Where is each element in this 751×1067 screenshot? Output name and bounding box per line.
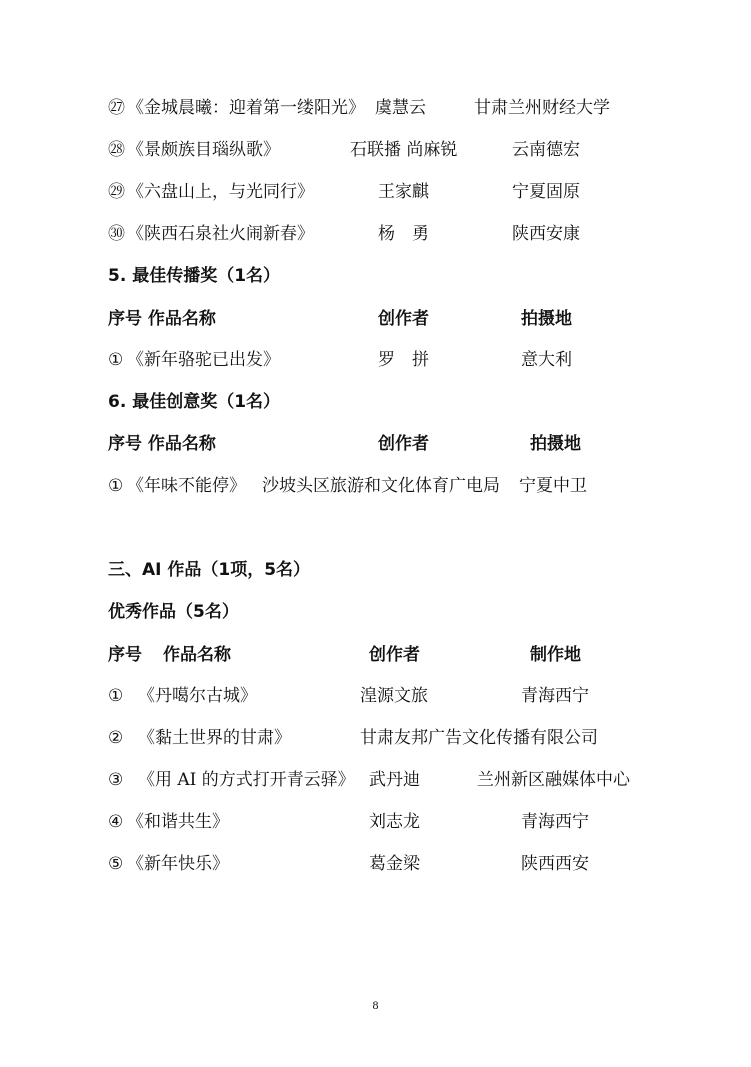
item-author: 虞慧云 bbox=[375, 98, 426, 118]
item-number: ㉘ bbox=[108, 140, 125, 160]
item-title: 《年味不能停》 bbox=[127, 476, 246, 496]
item-number: ② bbox=[108, 728, 124, 748]
item-number: ㉚ bbox=[108, 224, 125, 244]
item-title: 《六盘山上，与光同行》 bbox=[127, 182, 314, 202]
header-place: 制作地 bbox=[530, 645, 581, 665]
item-title: 《陕西石泉社火闹新春》 bbox=[127, 224, 314, 244]
item-place: 陕西西安 bbox=[521, 854, 589, 874]
section-subheading: 优秀作品（5名） bbox=[108, 602, 239, 622]
item-title: 《用 AI 的方式打开青云驿》 bbox=[138, 770, 355, 790]
item-number: ① bbox=[108, 686, 124, 706]
item-author: 沙坡头区旅游和文化体育广电局 bbox=[262, 476, 500, 496]
item-number: ㉗ bbox=[108, 98, 125, 118]
item-author: 刘志龙 bbox=[369, 812, 420, 832]
header-place: 拍摄地 bbox=[521, 309, 572, 329]
item-author: 武丹迪 bbox=[369, 770, 420, 790]
item-author: 葛金梁 bbox=[369, 854, 420, 874]
item-title: 《新年骆驼已出发》 bbox=[127, 350, 280, 370]
item-author: 石联播 尚麻锐 bbox=[350, 140, 458, 160]
header-author: 创作者 bbox=[378, 309, 429, 329]
header-title: 作品名称 bbox=[163, 645, 231, 665]
item-number: ① bbox=[108, 350, 124, 370]
item-place: 宁夏中卫 bbox=[519, 476, 587, 496]
item-title: 《丹噶尔古城》 bbox=[138, 686, 257, 706]
header-author: 创作者 bbox=[369, 645, 420, 665]
item-title: 《景颇族目瑙纵歌》 bbox=[127, 140, 280, 160]
header-author: 创作者 bbox=[378, 434, 429, 454]
header-place: 拍摄地 bbox=[530, 434, 581, 454]
item-place: 云南德宏 bbox=[512, 140, 580, 160]
item-title: 《黏土世界的甘肃》 bbox=[138, 728, 291, 748]
item-title: 《和谐共生》 bbox=[127, 812, 229, 832]
item-title: 《新年快乐》 bbox=[127, 854, 229, 874]
section-heading: 5. 最佳传播奖（1名） bbox=[108, 266, 281, 286]
item-place: 陕西安康 bbox=[512, 224, 580, 244]
item-place: 青海西宁 bbox=[521, 812, 589, 832]
section-heading: 6. 最佳创意奖（1名） bbox=[108, 392, 281, 412]
item-number: ④ bbox=[108, 812, 124, 832]
item-place: 兰州新区融媒体中心 bbox=[477, 770, 630, 790]
item-number: ⑤ bbox=[108, 854, 124, 874]
item-place: 意大利 bbox=[521, 350, 572, 370]
page-number: 8 bbox=[372, 998, 379, 1012]
header-title: 序号 作品名称 bbox=[108, 309, 216, 329]
item-number: ③ bbox=[108, 770, 124, 790]
header-title: 序号 作品名称 bbox=[108, 434, 216, 454]
item-title: 《金城晨曦：迎着第一缕阳光》 bbox=[127, 98, 365, 118]
item-number: ㉙ bbox=[108, 182, 125, 202]
item-author: 王家麒 bbox=[378, 182, 429, 202]
item-author: 杨 勇 bbox=[378, 224, 429, 244]
header-number: 序号 bbox=[108, 645, 142, 665]
item-author: 罗 拼 bbox=[378, 350, 429, 370]
item-place: 青海西宁 bbox=[521, 686, 589, 706]
section-heading: 三、AI 作品（1项，5名） bbox=[108, 560, 311, 580]
item-author: 湟源文旅 bbox=[360, 686, 428, 706]
item-author: 甘肃友邦广告文化传播有限公司 bbox=[360, 728, 598, 748]
item-number: ① bbox=[108, 476, 124, 496]
item-place: 甘肃兰州财经大学 bbox=[474, 98, 610, 118]
item-place: 宁夏固原 bbox=[512, 182, 580, 202]
